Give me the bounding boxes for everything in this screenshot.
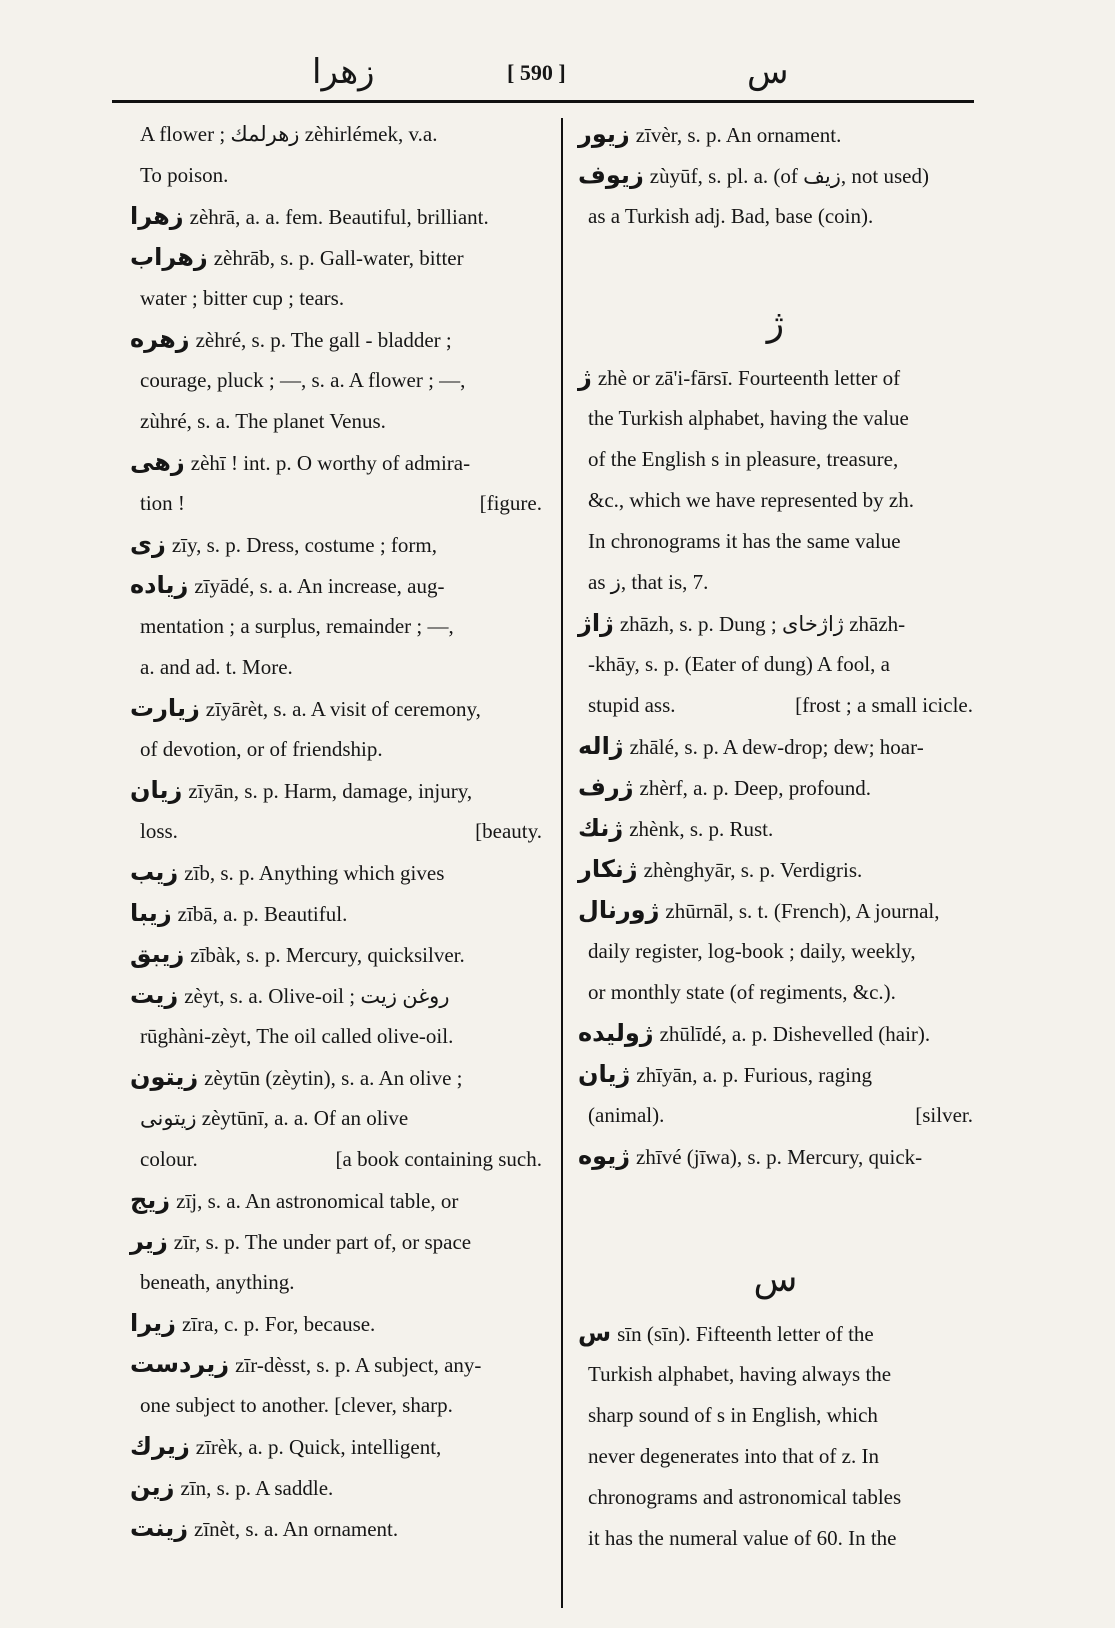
arabic-headword: زير bbox=[130, 1227, 168, 1255]
entry-continuation bbox=[130, 155, 542, 196]
hanging-fragment: [silver. bbox=[915, 1103, 973, 1127]
entry-text: colour. bbox=[140, 1147, 198, 1171]
entry-text: sīn (sīn). Fifteenth letter of the bbox=[617, 1322, 874, 1346]
entry-text: zīnèt, s. a. An ornament. bbox=[194, 1517, 399, 1541]
arabic-headword: ژورنال bbox=[578, 896, 660, 924]
arabic-headword: ژنك bbox=[578, 814, 624, 842]
entry-text: zīb, s. p. Anything which gives bbox=[184, 861, 445, 885]
arabic-headword: زيب bbox=[130, 858, 179, 886]
entry-text: zībàk, s. p. Mercury, quicksilver. bbox=[190, 943, 465, 967]
entry-continuation bbox=[578, 685, 973, 726]
section-sin-entries bbox=[578, 1313, 973, 1559]
header-left-word: زهرا bbox=[312, 52, 375, 92]
entry-continuation bbox=[130, 278, 542, 319]
header-right-letter: س bbox=[747, 52, 789, 92]
entry-text: zhūlīdé, a. p. Dishevelled (hair). bbox=[659, 1022, 931, 1046]
dictionary-entry bbox=[130, 1467, 542, 1508]
arabic-headword: ژيوه bbox=[578, 1142, 631, 1170]
entry-text: zīvèr, s. p. An ornament. bbox=[635, 123, 842, 147]
entry-continuation bbox=[578, 1477, 973, 1518]
entry-text: zīyādé, s. a. An increase, aug- bbox=[194, 574, 445, 598]
arabic-headword: زيبق bbox=[130, 940, 185, 968]
entry-continuation bbox=[130, 1098, 542, 1139]
hanging-fragment: [beauty. bbox=[475, 819, 542, 843]
entry-text: one subject to another. [clever, sharp. bbox=[140, 1393, 453, 1417]
entry-continuation bbox=[578, 521, 973, 562]
entry-text: zīy, s. p. Dress, costume ; form, bbox=[171, 533, 437, 557]
entry-text: rūghàni-zèyt, The oil called olive-oil. bbox=[140, 1024, 454, 1048]
entry-text: zhènk, s. p. Rust. bbox=[629, 817, 774, 841]
entry-text: zīrèk, a. p. Quick, intelligent, bbox=[195, 1435, 442, 1459]
entry-text: stupid ass. bbox=[588, 693, 676, 717]
arabic-headword: س bbox=[578, 1319, 612, 1347]
entry-continuation bbox=[130, 606, 542, 647]
dictionary-entry bbox=[578, 849, 973, 890]
entry-text: sharp sound of s in English, which bbox=[588, 1403, 878, 1427]
dictionary-entry bbox=[578, 1313, 973, 1354]
entry-continuation bbox=[578, 562, 973, 603]
entry-text: zīyārèt, s. a. A visit of ceremony, bbox=[205, 697, 481, 721]
dictionary-entry bbox=[130, 1303, 542, 1344]
arabic-headword: ژنكار bbox=[578, 855, 638, 883]
entry-continuation bbox=[130, 483, 542, 524]
entry-text: zùhré, s. a. The planet Venus. bbox=[140, 409, 386, 433]
entry-text: zèhré, s. p. The gall - bladder ; bbox=[195, 328, 452, 352]
hanging-fragment: [frost ; a small icicle. bbox=[795, 693, 973, 717]
entry-text: zhè or zā'i-fārsī. Fourteenth letter of bbox=[597, 366, 901, 390]
arabic-headword: زهراب bbox=[130, 243, 208, 271]
arabic-headword: زهره bbox=[130, 325, 190, 353]
entry-text: zèyt, s. a. Olive-oil ; روغن زيت bbox=[184, 984, 450, 1008]
dictionary-entry bbox=[130, 565, 542, 606]
dictionary-entry bbox=[130, 852, 542, 893]
entry-text: as a Turkish adj. Bad, base (coin). bbox=[588, 204, 874, 228]
entry-text: of the English s in pleasure, treasure, bbox=[588, 447, 899, 471]
arabic-headword: زهى bbox=[130, 448, 185, 476]
entry-text: zhīvé (jīwa), s. p. Mercury, quick- bbox=[636, 1145, 923, 1169]
arabic-headword: زيرا bbox=[130, 1309, 176, 1337]
hanging-fragment: [a book containing such. bbox=[335, 1147, 542, 1171]
dictionary-entry bbox=[130, 442, 542, 483]
entry-text: -khāy, s. p. (Eater of dung) A fool, a bbox=[588, 652, 890, 676]
dictionary-entry bbox=[130, 1344, 542, 1385]
entry-text: زيتونى zèytūnī, a. a. Of an olive bbox=[140, 1106, 409, 1130]
entry-continuation bbox=[578, 480, 973, 521]
entry-text: zīj, s. a. An astronomical table, or bbox=[176, 1189, 459, 1213]
dictionary-entry bbox=[130, 770, 542, 811]
entry-text: water ; bitter cup ; tears. bbox=[140, 286, 345, 310]
entry-continuation bbox=[130, 647, 542, 688]
entry-text: never degenerates into that of z. In bbox=[588, 1444, 879, 1468]
arabic-headword: زيتون bbox=[130, 1063, 199, 1091]
entry-continuation bbox=[578, 1518, 973, 1559]
entry-text: zhāzh, s. p. Dung ; ژاژخاى zhāzh- bbox=[619, 612, 906, 636]
entry-continuation bbox=[130, 401, 542, 442]
entry-text: daily register, log-book ; daily, weekly, bbox=[588, 939, 916, 963]
arabic-headword: ژوليده bbox=[578, 1019, 654, 1047]
entry-text: zīr, s. p. The under part of, or space bbox=[173, 1230, 472, 1254]
entry-continuation bbox=[578, 644, 973, 685]
dictionary-entry bbox=[578, 726, 973, 767]
dictionary-entry bbox=[578, 808, 973, 849]
arabic-headword: زيان bbox=[130, 776, 183, 804]
dictionary-entry bbox=[578, 357, 973, 398]
entry-text: courage, pluck ; —, s. a. A flower ; —, bbox=[140, 368, 466, 392]
dictionary-entry bbox=[130, 319, 542, 360]
entry-text: loss. bbox=[140, 819, 178, 843]
arabic-headword: زيبا bbox=[130, 899, 172, 927]
arabic-headword: ژرف bbox=[578, 773, 634, 801]
entry-text: zīn, s. p. A saddle. bbox=[180, 1476, 334, 1500]
arabic-headword: زى bbox=[130, 530, 166, 558]
entry-continuation bbox=[130, 811, 542, 852]
entry-text: A flower ; زهرلمك zèhirlémek, v.a. bbox=[140, 122, 438, 146]
arabic-headword: زيور bbox=[578, 120, 630, 148]
entry-continuation bbox=[578, 439, 973, 480]
entry-text: zīyān, s. p. Harm, damage, injury, bbox=[188, 779, 473, 803]
arabic-headword: زين bbox=[130, 1473, 175, 1501]
dictionary-entry bbox=[130, 237, 542, 278]
arabic-headword: ژاژ bbox=[578, 609, 614, 637]
arabic-headword: زينت bbox=[130, 1514, 189, 1542]
arabic-headword: زهرا bbox=[130, 202, 184, 230]
entry-continuation bbox=[130, 1262, 542, 1303]
arabic-headword: زيج bbox=[130, 1186, 171, 1214]
arabic-headword: ژ bbox=[578, 363, 592, 391]
arabic-headword: زيارت bbox=[130, 694, 200, 722]
entry-continuation bbox=[130, 1139, 542, 1180]
dictionary-entry bbox=[578, 603, 973, 644]
dictionary-entry bbox=[578, 767, 973, 808]
entry-text: (animal). bbox=[588, 1103, 665, 1127]
dictionary-entry bbox=[578, 1054, 973, 1095]
entry-continuation bbox=[130, 1385, 542, 1426]
section-letter-sin: س bbox=[753, 1259, 798, 1300]
page-header bbox=[112, 52, 972, 100]
entry-text: chronograms and astronomical tables bbox=[588, 1485, 902, 1509]
dictionary-entry bbox=[130, 893, 542, 934]
entry-text: it has the numeral value of 60. In the bbox=[588, 1526, 897, 1550]
dictionary-entry bbox=[578, 155, 973, 196]
dictionary-entry bbox=[130, 1426, 542, 1467]
entry-text: zèhrā, a. a. fem. Beautiful, brilliant. bbox=[189, 205, 489, 229]
dictionary-entry bbox=[578, 890, 973, 931]
entry-text: &c., which we have represented by zh. bbox=[588, 488, 914, 512]
entry-continuation bbox=[578, 1436, 973, 1477]
right-column-entries bbox=[578, 114, 973, 237]
entry-text: In chronograms it has the same value bbox=[588, 529, 901, 553]
arabic-headword: زيوف bbox=[578, 161, 644, 189]
entry-continuation bbox=[578, 1095, 973, 1136]
entry-continuation bbox=[130, 729, 542, 770]
dictionary-entry bbox=[130, 1221, 542, 1262]
entry-continuation bbox=[130, 114, 542, 155]
dictionary-entry bbox=[578, 1136, 973, 1177]
entry-continuation bbox=[130, 1016, 542, 1057]
column-divider bbox=[561, 118, 563, 1608]
section-letter-zhe: ژ bbox=[766, 303, 785, 344]
left-column bbox=[130, 114, 542, 1549]
arabic-headword: ژيان bbox=[578, 1060, 631, 1088]
arabic-headword: ژاله bbox=[578, 732, 624, 760]
arabic-headword: زيرك bbox=[130, 1432, 190, 1460]
entry-text: zhīyān, a. p. Furious, raging bbox=[636, 1063, 872, 1087]
header-rule bbox=[112, 100, 974, 103]
entry-text: beneath, anything. bbox=[140, 1270, 295, 1294]
entry-continuation bbox=[130, 360, 542, 401]
entry-text: or monthly state (of regiments, &c.). bbox=[588, 980, 896, 1004]
dictionary-entry bbox=[130, 1057, 542, 1098]
dictionary-entry bbox=[130, 196, 542, 237]
entry-text: To poison. bbox=[140, 163, 229, 187]
entry-text: Turkish alphabet, having always the bbox=[588, 1362, 892, 1386]
page-number: [ 590 ] bbox=[507, 60, 566, 85]
entry-text: mentation ; a surplus, remainder ; —, bbox=[140, 614, 454, 638]
entry-continuation bbox=[578, 1354, 973, 1395]
dictionary-entry bbox=[130, 1180, 542, 1221]
entry-text: zhālé, s. p. A dew-drop; dew; hoar- bbox=[629, 735, 924, 759]
entry-continuation bbox=[578, 1395, 973, 1436]
entry-continuation bbox=[578, 931, 973, 972]
entry-text: zībā, a. p. Beautiful. bbox=[177, 902, 348, 926]
dictionary-entry bbox=[578, 1013, 973, 1054]
right-column bbox=[578, 114, 973, 1559]
dictionary-entry bbox=[578, 114, 973, 155]
dictionary-entry bbox=[130, 1508, 542, 1549]
entry-text: zèhī ! int. p. O worthy of admira- bbox=[190, 451, 471, 475]
entry-text: zèytūn (zèytin), s. a. An olive ; bbox=[204, 1066, 463, 1090]
entry-text: tion ! bbox=[140, 491, 185, 515]
entry-text: zīr-dèsst, s. p. A subject, any- bbox=[235, 1353, 482, 1377]
entry-text: as ز, that is, 7. bbox=[588, 570, 709, 594]
dictionary-entry bbox=[130, 934, 542, 975]
arabic-headword: زياده bbox=[130, 571, 189, 599]
arabic-headword: زيردست bbox=[130, 1350, 230, 1378]
dictionary-entry bbox=[130, 524, 542, 565]
entry-text: zīra, c. p. For, because. bbox=[181, 1312, 376, 1336]
entry-text: zhènghyār, s. p. Verdigris. bbox=[643, 858, 863, 882]
entry-continuation bbox=[578, 196, 973, 237]
entry-text: zhūrnāl, s. t. (French), A journal, bbox=[665, 899, 940, 923]
entry-continuation bbox=[578, 972, 973, 1013]
dictionary-entry bbox=[130, 975, 542, 1016]
hanging-fragment: [figure. bbox=[479, 491, 542, 515]
entry-text: zùyūf, s. pl. a. (of زيف, not used) bbox=[649, 164, 929, 188]
arabic-headword: زيت bbox=[130, 981, 179, 1009]
entry-text: zhèrf, a. p. Deep, profound. bbox=[639, 776, 872, 800]
dictionary-entry bbox=[130, 688, 542, 729]
entry-text: the Turkish alphabet, having the value bbox=[588, 406, 909, 430]
entry-continuation bbox=[578, 398, 973, 439]
entry-text: of devotion, or of friendship. bbox=[140, 737, 383, 761]
entry-text: a. and ad. t. More. bbox=[140, 655, 293, 679]
entry-text: zèhrāb, s. p. Gall-water, bitter bbox=[213, 246, 464, 270]
section-zhe-entries bbox=[578, 357, 973, 1177]
